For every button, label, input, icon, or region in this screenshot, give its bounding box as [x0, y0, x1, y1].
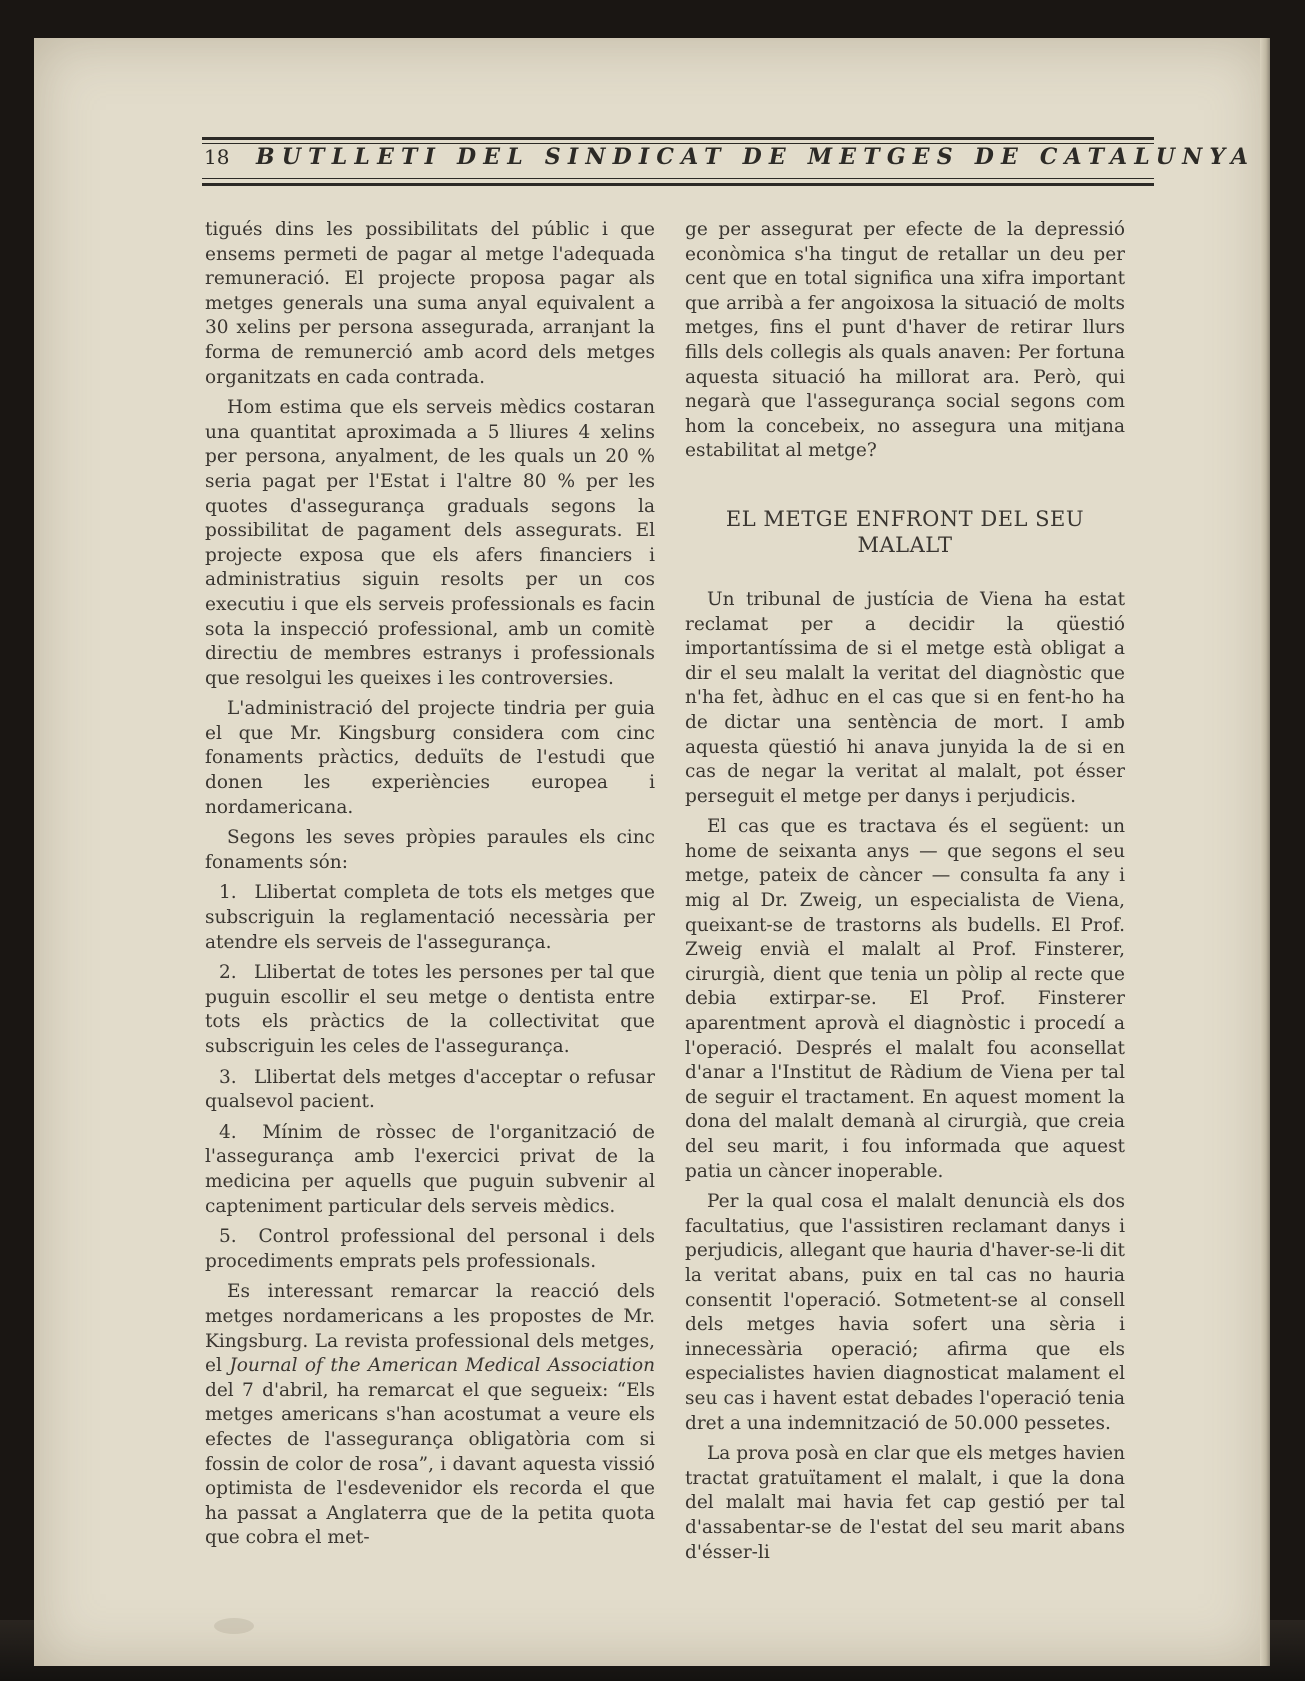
header-rule	[202, 183, 1154, 186]
header-rule	[202, 178, 1154, 179]
list-item	[205, 961, 655, 1059]
list-item-number: 4.	[219, 1121, 237, 1143]
paragraph: ge per assegurat per efecte de la depressió econòmica s'ha tingut de retallar un deu per cent que en total significa una xifra important que arribà a fer angoixosa la situació de molts metges, fins el punt d'haver de retirar llurs fills dels collegis als quals anaven: Per fortuna aquesta situació ha millorat ara. Però, qui negarà que l'assegurança social segons com hom la concebeix, no assegura una mitjana estabilitat al metge?	[685, 219, 1125, 462]
list-item-number: 1.	[219, 882, 237, 904]
paragraph: La prova posà en clar que els metges havien tractat gratuïtament el malalt, i que la dona del malalt mai havia fet cap gestió per tal d'assabentar-se de l'estat del seu marit abans d'ésser-li	[685, 1443, 1125, 1563]
list-item-text: Llibertat completa de tots els metges que subscriguin la reglamentació necessària per atendre els serveis de l'assegurança.	[205, 882, 655, 953]
list-item	[205, 1121, 655, 1219]
paragraph: tigués dins les possibilitats del públic i que ensems permeti de pagar al metge l'adequada remuneració. El projecte proposa pagar als metges generals una suma anyal equivalent a 30 xelins per persona assegurada, arranjant la forma de remunerció amb acord dels metges organitzats en cada contrada.	[205, 219, 655, 388]
paragraph: Un tribunal de justícia de Viena ha estat reclamat per a decidir la qüestió importantíssima de si el metge està obligat a dir el seu malalt la veritat del diagnòstic que n'ha fet, àdhuc en el cas que si en fent-ho ha de dictar una sentència de mort. I amb aquesta qüestió hi anava junyida la de si en cas de negar la veritat al malalt, pot ésser perseguit el metge per danys i perjudicis.	[685, 588, 1125, 807]
paragraph-text: Es interessant remarcar la reacció dels metges nordamericans a les propostes de Mr. Kingsburg. La revista professional dels metges, el	[205, 1281, 655, 1377]
list-item-text: Llibertat dels metges d'acceptar o refusar qualsevol pacient.	[205, 1066, 655, 1113]
running-title: BUTLLETI DEL SINDICAT DE METGES DE CATALUNYA	[256, 144, 1256, 170]
list-item	[205, 881, 655, 955]
page-number: 18	[204, 145, 230, 169]
list-item-text: Llibertat de totes les persones per tal que puguin escollir el seu metge o dentista entre tots els pràctics de la collectivitat que subscriguin les celes de l'assegurança.	[205, 962, 655, 1057]
list-item	[205, 1066, 655, 1115]
list-item-number: 2.	[219, 962, 237, 984]
paragraph	[205, 1280, 655, 1551]
page-edge	[1260, 38, 1270, 1666]
right-column	[685, 218, 1125, 1571]
paragraph: Segons les seves pròpies paraules els cinc fonaments són:	[205, 827, 655, 873]
paragraph-text: del 7 d'abril, ha remarcat el que segueix: “Els metges americans s'han acostumat a veure els efectes de l'assegurança obligatòria com si fossin de color de rosa”, i davant aquesta vissió optimista de l'esdevenidor els recorda el que ha passat a Anglaterra que de la petita quota que cobra el met-	[205, 1379, 655, 1549]
left-column	[205, 218, 655, 1557]
journal-title: Journal of the American Medical Association	[229, 1355, 656, 1377]
header-rule	[202, 137, 1154, 140]
section-heading: EL METGE ENFRONT DEL SEU MALALT	[725, 506, 1085, 557]
list-item-text: Control professional del personal i dels procediments emprats pels professionals.	[205, 1226, 655, 1272]
list-item-number: 3.	[219, 1066, 237, 1088]
paragraph: Hom estima que els serveis mèdics costaran una quantitat aproximada a 5 lliures 4 xelins per persona, anyalment, de les quals un 20 % seria pagat per l'Estat i l'altre 80 % per les quotes d'assegurança graduals segons la possibilitat de pagament dels assegurats. El projecte exposa que els afers financiers i administratius siguin resolts per un cos executiu i que els serveis professionals es facin sota la inspecció professional, amb un comitè directiu de membres estranys i professionals que resolgui les queixes i les controversies.	[205, 397, 655, 689]
page-header	[172, 95, 1256, 187]
paragraph: El cas que es tractava és el següent: un home de seixanta anys — que segons el seu metge, pateix de càncer — consulta fa any i mig al Dr. Zweig, un especialista de Viena, queixant-se de trastorns als budells. El Prof. Zweig envià el malalt al Prof. Finsterer, cirurgià, dient que tenia un pòlip al recte que debia extirpar-se. El Prof. Finsterer aparentment aprovà el diagnòstic i procedí a l'operació. Després el malalt fou aconsellat d'anar a l'Institut de Ràdium de Viena per tal de seguir el tractament. En aquest moment la dona del malalt demanà al cirurgià, que creia del seu marit, i fou informada que aquest patia un càncer inoperable.	[685, 816, 1125, 1182]
page-smudge	[214, 1618, 254, 1634]
list-item-number: 5.	[219, 1226, 237, 1248]
list-item	[205, 1225, 655, 1274]
list-item-text: Mínim de ròssec de l'organització de l'assegurança amb l'exercici privat de la medicina per aquells que puguin subvenir al capteniment particular dels serveis mèdics.	[205, 1121, 655, 1217]
paragraph: L'administració del projecte tindria per guia el que Mr. Kingsburg considera com cinc fonaments pràctics, deduïts de l'estudi que donen les experiències europea i nordamericana.	[205, 698, 655, 818]
paragraph: Per la qual cosa el malalt denuncià els dos facultatius, que l'assistiren reclamant danys i perjudicis, allegant que hauria d'haver-se-li dit la veritat abans, puix en tal cas no hauria consentit l'operació. Sotmetent-se al consell dels metges havia sofert una sèria i innecessària operació; afirma que els especialistes havien diagnosticat malament el seu cas i havent estat debades l'operació tenia dret a una indemnització de 50.000 pessetes.	[685, 1191, 1125, 1434]
